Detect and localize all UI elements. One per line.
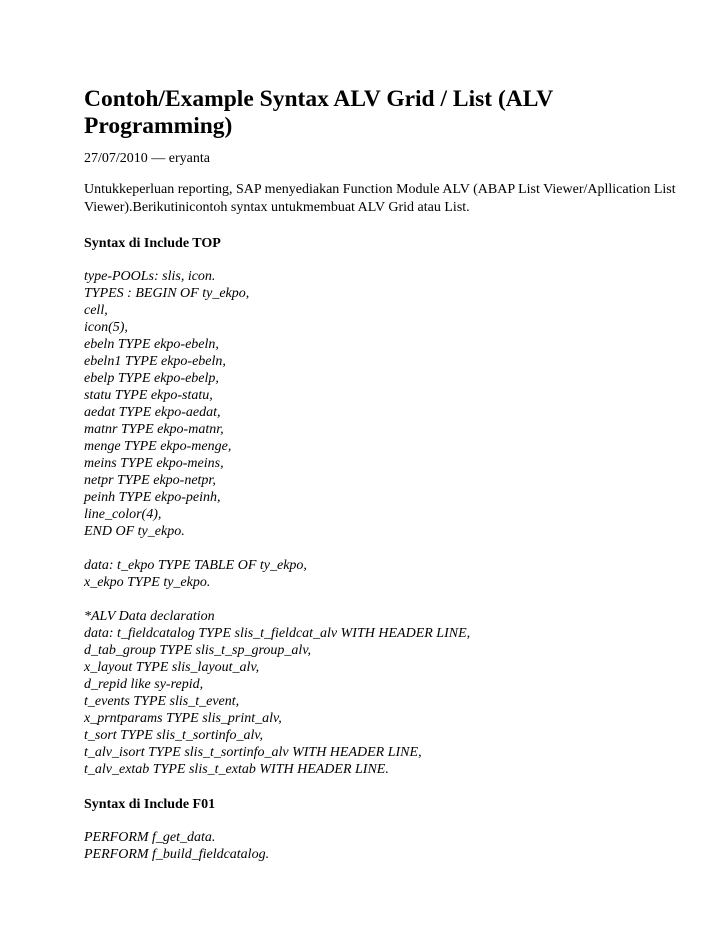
code-line: peinh TYPE ekpo-peinh, [84, 490, 221, 505]
code-line: x_layout TYPE slis_layout_alv, [84, 660, 260, 675]
code-block-perform [84, 829, 684, 863]
section-include-top [84, 235, 684, 778]
code-line: data: t_ekpo TYPE TABLE OF ty_ekpo, [84, 558, 307, 573]
code-line: ebelp TYPE ekpo-ebelp, [84, 371, 219, 386]
code-line: t_events TYPE slis_t_event, [84, 694, 240, 709]
code-line: type-POOLs: slis, icon. [84, 269, 216, 284]
code-line: statu TYPE ekpo-statu, [84, 388, 213, 403]
code-block-data [84, 557, 684, 591]
code-line: t_sort TYPE slis_t_sortinfo_alv, [84, 728, 264, 743]
code-line: d_tab_group TYPE slis_t_sp_group_alv, [84, 643, 312, 658]
code-block-types [84, 268, 684, 540]
code-line: t_alv_extab TYPE slis_t_extab WITH HEADER LINE. [84, 762, 389, 777]
code-line: aedat TYPE ekpo-aedat, [84, 405, 221, 420]
intro-paragraph: Untukkeperluan reporting, SAP menyediakan Function Module ALV (ABAP List Viewer/Apllication List Viewer).Berikutinicontoh syntax untukmembuat ALV Grid atau List. [84, 182, 676, 215]
code-line: x_prntparams TYPE slis_print_alv, [84, 711, 282, 726]
document-page [84, 86, 684, 863]
code-line: x_ekpo TYPE ty_ekpo. [84, 575, 211, 590]
code-line: *ALV Data declaration [84, 609, 215, 624]
code-line: matnr TYPE ekpo-matnr, [84, 422, 224, 437]
code-line: line_color(4), [84, 507, 162, 522]
code-block-alv-declaration [84, 608, 684, 778]
code-line: netpr TYPE ekpo-netpr, [84, 473, 216, 488]
post-meta: 27/07/2010 — eryanta [84, 151, 210, 166]
section-heading: Syntax di Include F01 [84, 797, 216, 812]
section-include-f01 [84, 796, 684, 863]
document-title: Contoh/Example Syntax ALV Grid / List (ALV Programming) [84, 86, 553, 139]
code-line: d_repid like sy-repid, [84, 677, 204, 692]
code-line: PERFORM f_build_fieldcatalog. [84, 847, 270, 862]
code-line: ebeln1 TYPE ekpo-ebeln, [84, 354, 226, 369]
code-line: t_alv_isort TYPE slis_t_sortinfo_alv WITH HEADER LINE, [84, 745, 422, 760]
code-line: TYPES : BEGIN OF ty_ekpo, [84, 286, 250, 301]
code-line: cell, [84, 303, 108, 318]
section-heading: Syntax di Include TOP [84, 236, 221, 251]
code-line: END OF ty_ekpo. [84, 524, 185, 539]
code-line: ebeln TYPE ekpo-ebeln, [84, 337, 219, 352]
code-line: meins TYPE ekpo-meins, [84, 456, 224, 471]
code-line: menge TYPE ekpo-menge, [84, 439, 232, 454]
code-line: icon(5), [84, 320, 128, 335]
code-line: PERFORM f_get_data. [84, 830, 216, 845]
code-line: data: t_fieldcatalog TYPE slis_t_fieldcat_alv WITH HEADER LINE, [84, 626, 471, 641]
